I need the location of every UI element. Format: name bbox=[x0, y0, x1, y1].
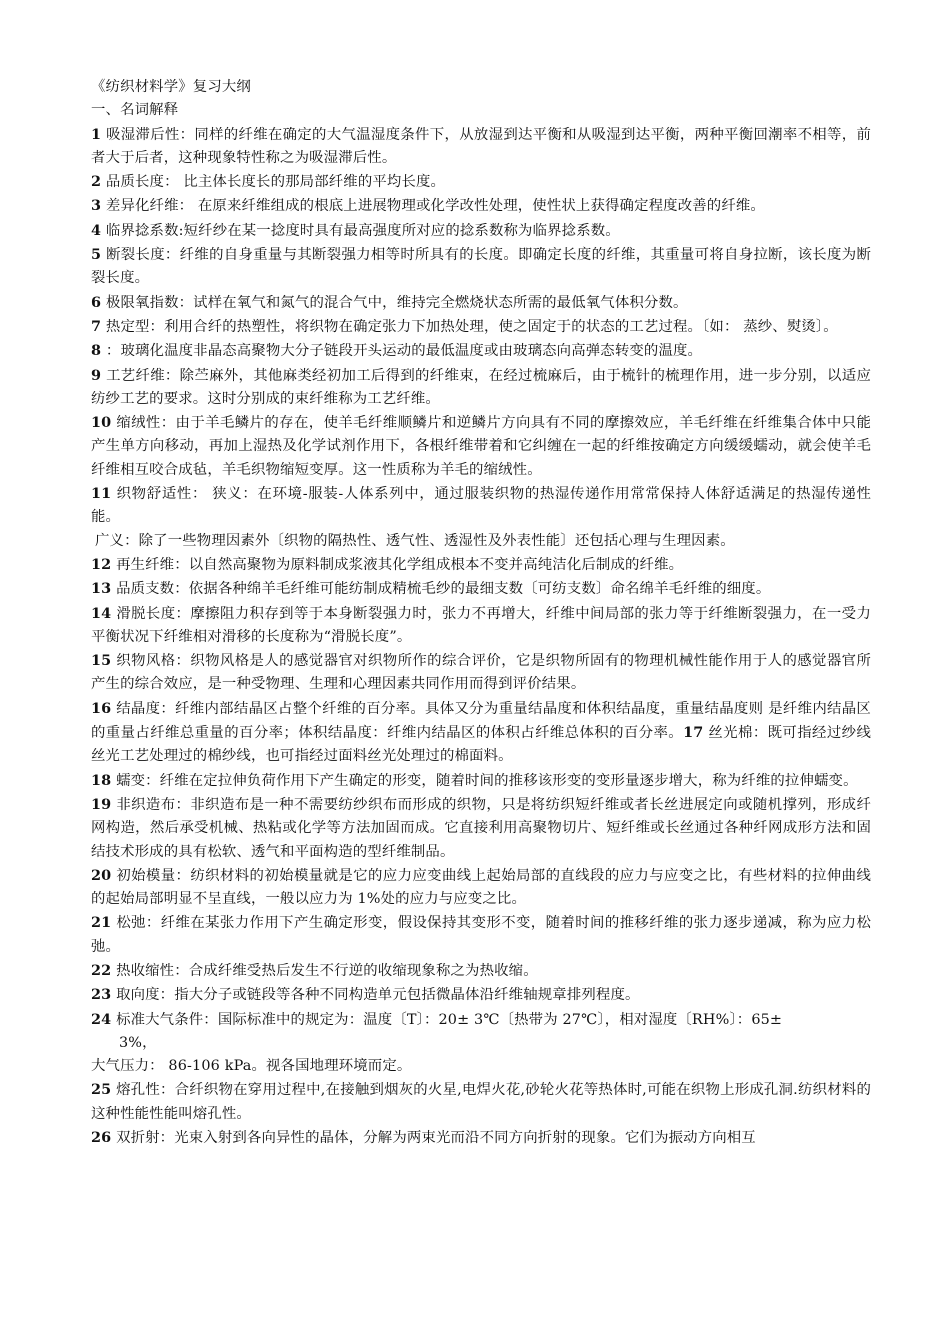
definition-entry-11-broad: 广义：除了一些物理因素外〔织物的隔热性、透气性、透湿性及外表性能〕还包括心理与生理因素。 bbox=[95, 532, 735, 549]
entry-text: 丝光棉：既可指经过纱线丝光工艺处理过的棉纱线，也可指经过面料丝光处理过的棉面料。 bbox=[91, 725, 871, 765]
entry-number: 26 bbox=[91, 1129, 112, 1147]
entry-text: 品质长度： 比主体长度长的那局部纤维的平均长度。 bbox=[105, 174, 446, 191]
entry-text: 品质支数：依据各种绵羊毛纤维可能纺制成精梳毛纱的最细支数〔可纺支数〕命名绵羊毛纤维的细度。 bbox=[116, 581, 771, 598]
entry-number: 1 bbox=[91, 125, 102, 143]
definition-entry-8 bbox=[91, 339, 871, 363]
definition-entry-25 bbox=[91, 1078, 871, 1126]
definition-entry-7 bbox=[91, 315, 871, 339]
entry-text: ：玻璃化温度非晶态高聚物大分子链段开头运动的最低温度或由玻璃态向高弹态转变的温度。 bbox=[105, 343, 703, 360]
definition-entry-24-tail: 3%， bbox=[119, 1034, 157, 1051]
entry-text: 初始模量：纺织材料的初始模量就是它的应力应变曲线上起始局部的直线段的应力与应变之比，有些材料的拉伸曲线的起始局部明显不呈直线，一般以应力为 1%处的应力与应变之比。 bbox=[91, 867, 872, 908]
entry-text: 双折射：光束入射到各向异性的晶体，分解为两束光而沿不同方向折射的现象。它们为振动方向相互 bbox=[116, 1130, 756, 1147]
definition-entry-16-17 bbox=[91, 697, 871, 769]
definition-entry-4 bbox=[91, 219, 871, 243]
entry-text: 临界捻系数:短纤纱在某一捻度时具有最高强度所对应的捻系数称为临界捻系数。 bbox=[105, 222, 620, 239]
entry-number: 23 bbox=[91, 986, 112, 1004]
entry-number: 12 bbox=[91, 555, 112, 573]
entry-number: 3 bbox=[91, 197, 102, 215]
section-heading: 一、名词解释 bbox=[91, 102, 179, 119]
entry-text: 织物舒适性： 狭义：在环境-服装-人体系列中，通过服装织物的热湿传递作用常常保持人体舒适满足的热湿传递性能。 bbox=[91, 486, 871, 526]
entry-number: 15 bbox=[91, 652, 112, 670]
entry-text: 织物风格：织物风格是人的感觉器官对织物所作的综合评价，它是织物所固有的物理机械性能作用于人的感觉器官所产生的综合效应，是一种受物理、生理和心理因素共同作用而得到评价结果。 bbox=[91, 653, 872, 693]
document-title: 《纺织材料学》复习大纲 bbox=[91, 79, 251, 95]
entry-number: 5 bbox=[91, 246, 102, 264]
entry-text: 再生纤维：以自然高聚物为原料制成浆液其化学组成根本不变并高纯洁化后制成的纤维。 bbox=[116, 556, 684, 573]
definition-entry-24-pressure: 大气压力： 86-106 kPa。视各国地理环境而定。 bbox=[91, 1058, 412, 1075]
entry-text: 极限氧指数：试样在氧气和氮气的混合气中，维持完全燃烧状态所需的最低氧气体积分数。 bbox=[105, 294, 688, 311]
entry-text: 热收缩性：合成纤维受热后发生不行逆的收缩现象称之为热收缩。 bbox=[116, 962, 538, 979]
definition-entry-1 bbox=[91, 123, 871, 171]
definition-entry-6 bbox=[91, 291, 871, 315]
entry-number: 13 bbox=[91, 580, 112, 598]
definition-entry-23 bbox=[91, 983, 871, 1007]
entry-text: 非织造布：非织造布是一种不需要纺纱织布而形成的织物，只是将纺织短纤维或者长丝进展定向或随机撑列，形成纤网构造，然后承受机械、热粘或化学等方法加固而成。它直接利用高聚物切片、短纤维或长丝通过各种纤网成形方法和固结技术形成的具有松软、透气和平面构造的型纤维制品。 bbox=[91, 796, 872, 860]
entry-text: 断裂长度：纤维的自身重量与其断裂强力相等时所具有的长度。即确定长度的纤维，其重量可将自身拉断，该长度为断裂长度。 bbox=[91, 247, 871, 287]
entry-number: 7 bbox=[91, 317, 102, 335]
definition-entry-24 bbox=[91, 1008, 871, 1032]
entry-number: 8 bbox=[91, 342, 102, 360]
entry-number: 25 bbox=[91, 1081, 112, 1099]
definition-entry-22 bbox=[91, 959, 871, 983]
entry-number: 24 bbox=[91, 1010, 112, 1028]
entry-number: 9 bbox=[91, 366, 102, 384]
definition-entry-2 bbox=[91, 170, 871, 194]
entry-number: 21 bbox=[91, 914, 112, 932]
entry-number: 20 bbox=[91, 866, 112, 884]
definition-entry-15 bbox=[91, 649, 871, 697]
definition-entry-3 bbox=[91, 194, 871, 218]
definition-entry-14 bbox=[91, 602, 871, 650]
entry-number: 10 bbox=[91, 414, 112, 432]
entry-number: 14 bbox=[91, 604, 112, 622]
entry-text: 结晶度：纤维内部结晶区占整个纤维的百分率。具体又分为重量结晶度和体积结晶度，重量结晶度则 是纤维内结晶区的重量占纤维总重量的百分率；体积结晶度：纤维内结晶区的体积占纤维总体积的百分率。 bbox=[91, 700, 871, 742]
definition-entry-13 bbox=[91, 577, 871, 601]
entry-number: 16 bbox=[91, 699, 112, 717]
entry-text: 松弛：纤维在某张力作用下产生确定形变，假设保持其变形不变，随着时间的推移纤维的张力逐步递减，称为应力松弛。 bbox=[91, 915, 872, 955]
definition-entry-5 bbox=[91, 243, 871, 291]
entry-number: 19 bbox=[91, 795, 112, 813]
entry-text: 差异化纤维： 在原来纤维组成的根底上进展物理或化学改性处理，使性状上获得确定程度改善的纤维。 bbox=[105, 198, 765, 215]
document-page bbox=[91, 76, 871, 1150]
entry-text: 熔孔性：合纤织物在穿用过程中,在接触到烟灰的火星,电焊火花,砂轮火花等热体时,可能在织物上形成孔洞.纺织材料的这种性能性能叫熔孔性。 bbox=[91, 1082, 871, 1122]
entry-text: 滑脱长度：摩擦阻力积存到等于本身断裂强力时，张力不再增大，纤维中间局部的张力等于纤维断裂强力，在一受力平衡状况下纤维相对滑移的长度称为“滑脱长度”。 bbox=[91, 605, 872, 645]
entry-text: 蠕变：纤维在定拉伸负荷作用下产生确定的形变，随着时间的推移该形变的变形量逐步增大，称为纤维的拉伸蠕变。 bbox=[116, 772, 858, 789]
entry-number: 18 bbox=[91, 771, 112, 789]
definition-entry-11 bbox=[91, 482, 871, 530]
entry-number: 17 bbox=[683, 724, 704, 742]
entry-number: 11 bbox=[91, 485, 112, 503]
definition-entry-18 bbox=[91, 769, 871, 793]
entry-text: 取向度：指大分子或链段等各种不同构造单元包括微晶体沿纤维轴规章排列程度。 bbox=[116, 987, 640, 1004]
entry-text: 工艺纤维：除苎麻外，其他麻类经初加工后得到的纤维束，在经过梳麻后，由于梳针的梳理作用，进一步分别，以适应纺纱工艺的要求。这时分别成的束纤维称为工艺纤维。 bbox=[91, 367, 871, 407]
definition-entry-12 bbox=[91, 553, 871, 577]
definition-entry-10 bbox=[91, 411, 871, 482]
entry-number: 2 bbox=[91, 173, 102, 191]
entry-number: 22 bbox=[91, 961, 112, 979]
entry-text: 热定型：利用合纤的热塑性，将织物在确定张力下加热处理，使之固定于的状态的工艺过程。〔如： 蒸纱、熨烫〕。 bbox=[105, 318, 838, 335]
definition-entry-9 bbox=[91, 364, 871, 412]
entry-number: 6 bbox=[91, 293, 102, 311]
entry-text: 吸湿滞后性：同样的纤维在确定的大气温湿度条件下，从放湿到达平衡和从吸湿到达平衡，两种平衡回潮率不相等，前者大于后者，这种现象特性称之为吸湿滞后性。 bbox=[91, 126, 871, 166]
definition-entry-26 bbox=[91, 1126, 871, 1150]
entry-text: 缩绒性：由于羊毛鳞片的存在，使羊毛纤维顺鳞片和逆鳞片方向具有不同的摩擦效应，羊毛纤维在纤维集合体中只能产生单方向移动，再加上湿热及化学试剂作用下，各根纤维带着和它纠缠在一起的纤维按确定方向缓缓蠕动，就会使羊毛纤维相互咬合成毡，羊毛织物缩短变厚。这一性质称为羊毛的缩绒性。 bbox=[91, 415, 872, 478]
definition-entry-21 bbox=[91, 911, 871, 959]
entry-text: 标准大气条件：国际标准中的规定为：温度〔T〕：20± 3℃〔热带为 27℃〕，相对湿度〔RH%〕：65± bbox=[116, 1011, 783, 1028]
entry-number: 4 bbox=[91, 221, 102, 239]
definition-entry-19 bbox=[91, 793, 871, 864]
definition-entry-20 bbox=[91, 864, 871, 912]
